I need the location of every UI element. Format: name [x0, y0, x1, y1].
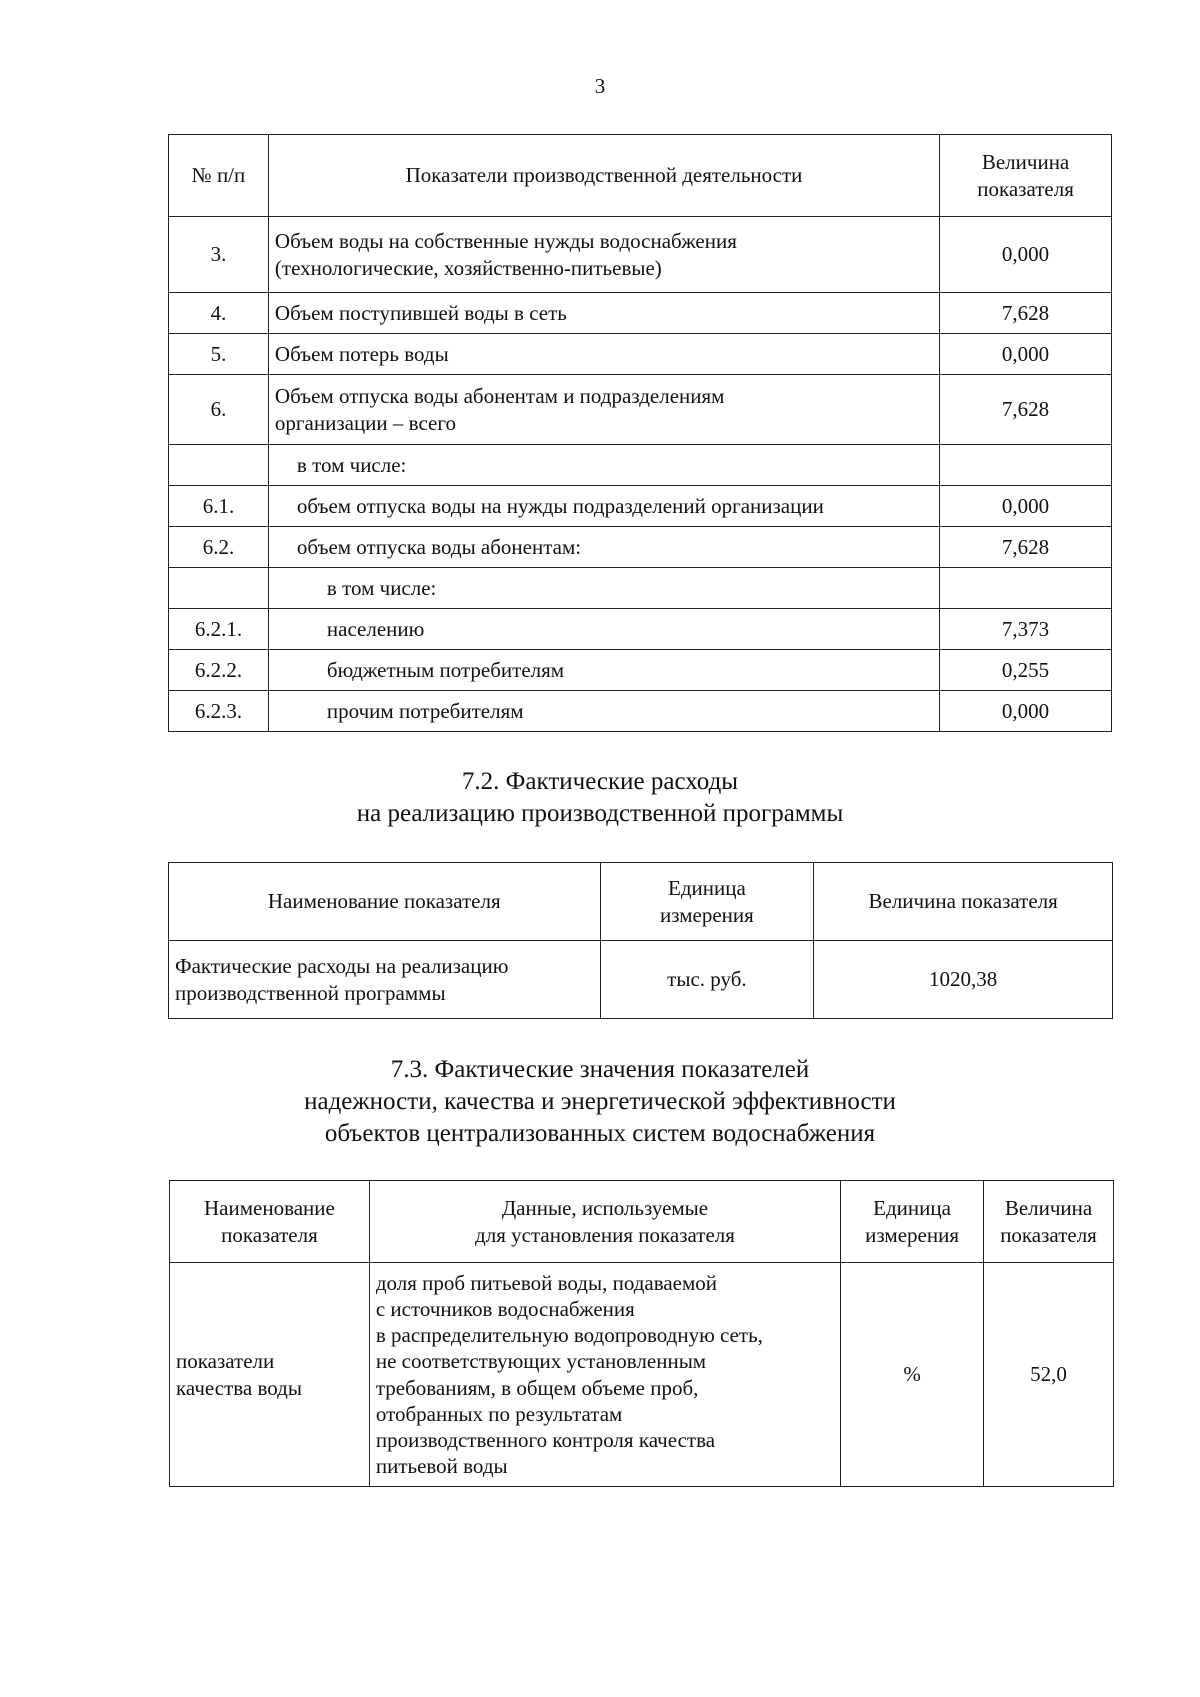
row-number: 6.: [169, 375, 269, 445]
row-name: бюджетным потребителям: [268, 650, 939, 691]
header-number: № п/п: [169, 135, 269, 217]
table-row: [169, 941, 1113, 1019]
row-number: 6.2.2.: [169, 650, 269, 691]
header-indicator-name: Наименование показателя: [169, 863, 601, 941]
table-row: [169, 217, 1112, 293]
row-value: 7,628: [940, 375, 1112, 445]
row-number: 3.: [169, 217, 269, 293]
row-number: 6.2.: [169, 527, 269, 568]
row-name: Объем отпуска воды абонентам и подразделениям организации – всего: [268, 375, 939, 445]
row-number: 6.1.: [169, 486, 269, 527]
page-number: 3: [594, 74, 606, 98]
row-name: Объем воды на собственные нужды водоснабжения (технологические, хозяйственно-питьевые): [268, 217, 939, 293]
section-7-3-title-line2: надежности, качества и энергетической эффективности: [304, 1088, 896, 1115]
table-row: [169, 527, 1112, 568]
row-value: [940, 445, 1112, 486]
row-number: 5.: [169, 334, 269, 375]
header-data-used: Данные, используемые для установления показателя: [369, 1181, 840, 1263]
header-indicator-name: Наименование показателя: [170, 1181, 370, 1263]
row-value: 52,0: [984, 1263, 1114, 1487]
row-name: Объем поступившей воды в сеть: [268, 293, 939, 334]
table-row: [169, 691, 1112, 732]
header-value: Величина показателя: [940, 135, 1112, 217]
table-row: [170, 1263, 1114, 1487]
row-value: 0,000: [940, 217, 1112, 293]
section-7-2-heading: [0, 766, 1200, 830]
production-indicators-table: [168, 134, 1112, 732]
row-value: 0,000: [940, 691, 1112, 732]
quality-indicators-table: [169, 1180, 1114, 1487]
row-name: показатели качества воды: [170, 1263, 370, 1487]
row-data: доля проб питьевой воды, подаваемой с источников водоснабжения в распределительную водопроводную сеть, не соответствующих установленным требованиям, в общем объеме проб, отобранных по результатам производственного контроля качества питьевой воды: [369, 1263, 840, 1487]
section-7-2-title-line2: на реализацию производственной программы: [356, 800, 844, 827]
table-header-row: [170, 1181, 1114, 1263]
row-value: 1020,38: [814, 941, 1113, 1019]
section-7-2-title-line1: 7.2. Фактические расходы: [461, 768, 739, 795]
row-value: 0,000: [940, 334, 1112, 375]
header-indicator: Показатели производственной деятельности: [268, 135, 939, 217]
table-row: [169, 609, 1112, 650]
row-value: 7,373: [940, 609, 1112, 650]
row-name: в том числе:: [268, 568, 939, 609]
header-value: Величина показателя: [814, 863, 1113, 941]
row-number: [169, 568, 269, 609]
section-7-3-heading: [0, 1054, 1200, 1150]
actual-expenses-table: [168, 862, 1113, 1019]
row-unit: тыс. руб.: [600, 941, 814, 1019]
row-number: 4.: [169, 293, 269, 334]
row-name: в том числе:: [268, 445, 939, 486]
table-row: [169, 334, 1112, 375]
row-number: 6.2.1.: [169, 609, 269, 650]
row-name: Объем потерь воды: [268, 334, 939, 375]
row-unit: %: [841, 1263, 984, 1487]
table-header-row: [169, 863, 1113, 941]
row-name: объем отпуска воды абонентам:: [268, 527, 939, 568]
row-number: [169, 445, 269, 486]
table-header-row: [169, 135, 1112, 217]
table-row: [169, 375, 1112, 445]
header-unit: Единица измерения: [841, 1181, 984, 1263]
table-row: [169, 445, 1112, 486]
table-row: [169, 568, 1112, 609]
header-unit: Единица измерения: [600, 863, 814, 941]
row-name: объем отпуска воды на нужды подразделений организации: [268, 486, 939, 527]
section-7-3-title-line3: объектов централизованных систем водоснабжения: [324, 1120, 876, 1147]
row-value: 7,628: [940, 527, 1112, 568]
section-7-3-title-line1: 7.3. Фактические значения показателей: [390, 1056, 810, 1083]
table-row: [169, 293, 1112, 334]
row-value: 0,000: [940, 486, 1112, 527]
table-row: [169, 650, 1112, 691]
row-value: 0,255: [940, 650, 1112, 691]
row-name: Фактические расходы на реализацию производственной программы: [169, 941, 601, 1019]
row-name: прочим потребителям: [268, 691, 939, 732]
row-value: 7,628: [940, 293, 1112, 334]
row-name: населению: [268, 609, 939, 650]
table-row: [169, 486, 1112, 527]
header-value: Величина показателя: [984, 1181, 1114, 1263]
row-value: [940, 568, 1112, 609]
row-number: 6.2.3.: [169, 691, 269, 732]
